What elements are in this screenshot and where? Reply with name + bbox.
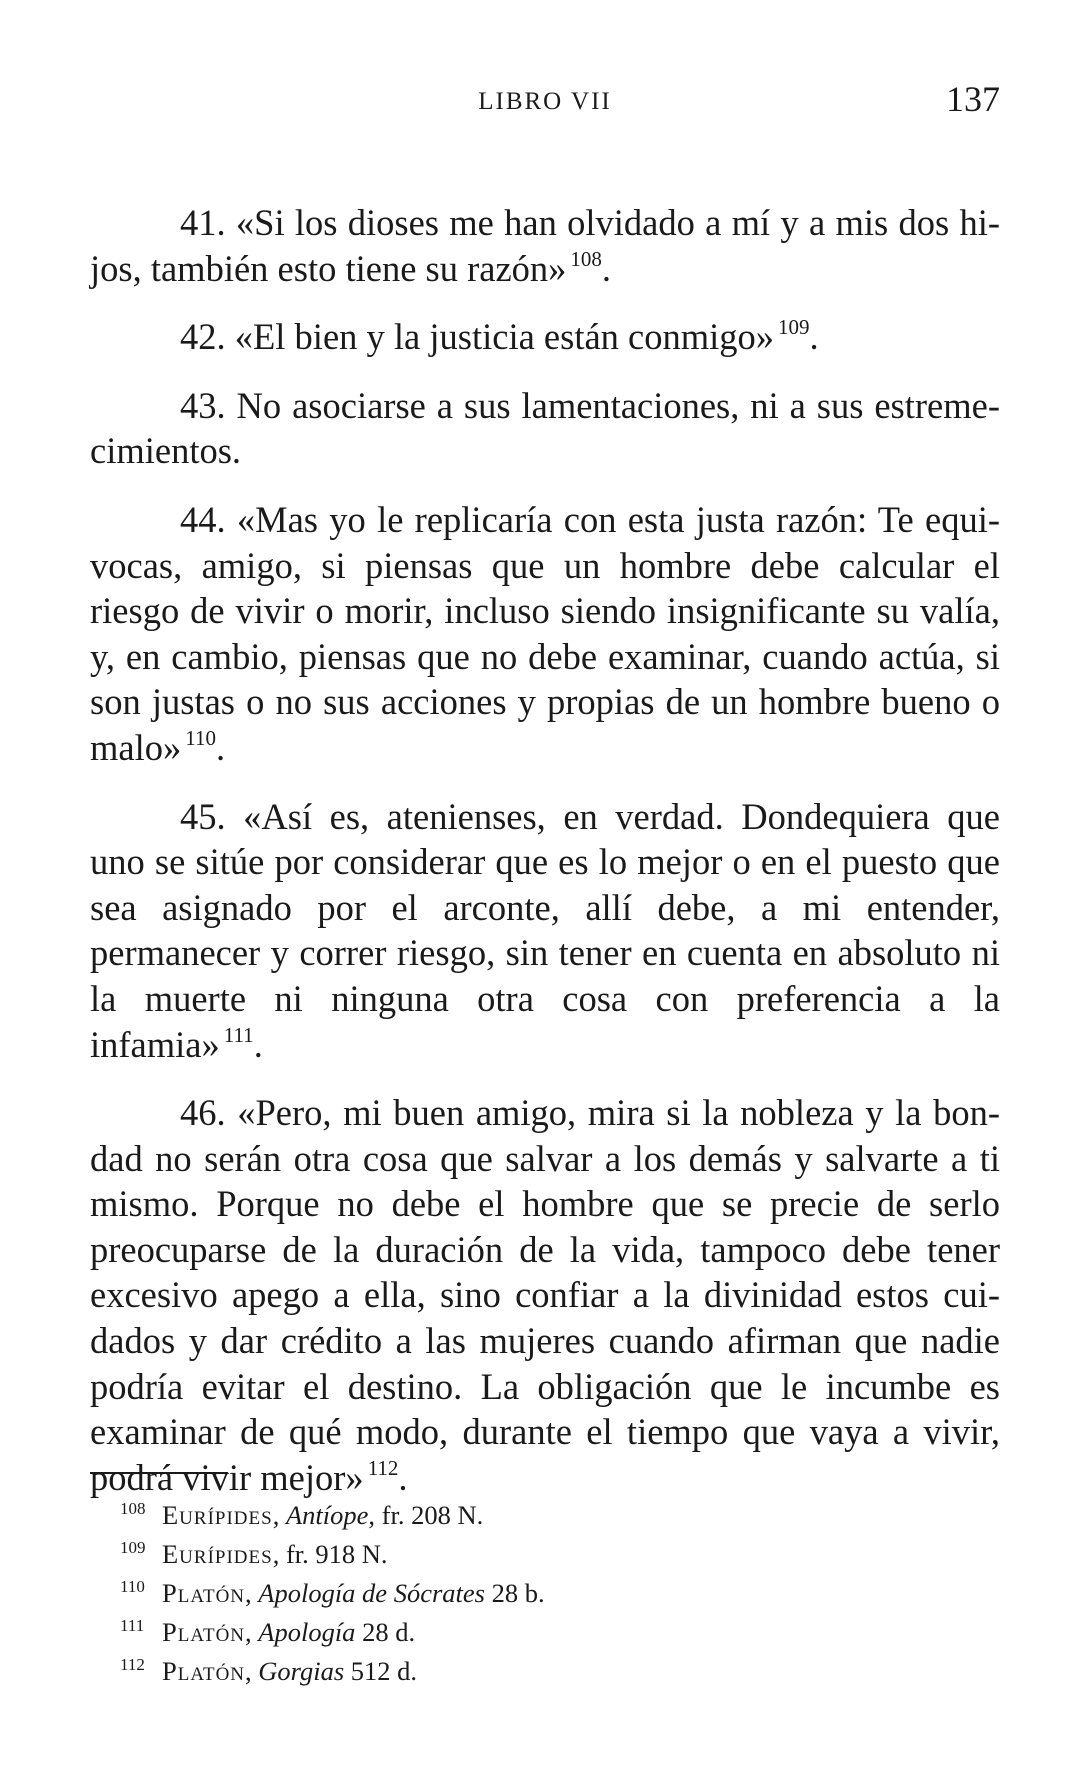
page-header [90,78,1000,124]
footnote-author: Eurípides [162,1500,273,1530]
paragraph-text: 45. «Así es, atenienses, en verdad. Dondequiera que uno se sitúe por considerar que es lo mejor o en el puesto que sea asignado por el arconte, allí debe, a mi entender, permanecer y correr riesgo, sin tener en cuenta en absoluto ni la muerte ni ninguna otra cosa con preferencia a la infamia» [90,795,1000,1065]
footnote-locus: , fr. 918 N. [272,1539,388,1569]
footnote-author: Platón [162,1617,246,1647]
paragraph-44: 44. «Mas yo le replicaría con esta justa razón: Te equivocas, amigo, si piensas que un hombre debe calcular el riesgo de vivir o morir, incluso siendo insignificante su valía, y, en cambio, piensas que no debe examinar, cuando actúa, si son justas o no sus acciones y propias de un hombre bueno o malo» $^{110}$. [90,498,1000,768]
footnote-111: $^{111}$ Platón, Apología 28 d. [120,1616,416,1647]
footnote-109: $^{109}$ Eurípides, fr. 918 N. [120,1538,388,1569]
paragraph-41: 41. «Si los dioses me han olvidado a mí y a mis dos hijos, también esto tiene su razón» $^{108}$. [90,202,1000,289]
footnote-separator [90,1472,228,1474]
paragraph-43 [90,383,1000,474]
paragraph-text: 44. «Mas yo le replicaría con esta justa razón: Te equivocas, amigo, si piensas que un hombre debe calcular el riesgo de vivir o morir, incluso siendo insignificante su valía, y, en cambio, piensas que no debe examinar, cuando actúa, si son justas o no sus acciones y propias de un hombre bueno o malo» [90,498,1000,768]
page-number: 137 [946,79,1000,119]
footnote-locus: , fr. 208 N. [368,1500,484,1530]
footnote-108: $^{108}$ Eurípides, Antíope, fr. 208 N. [120,1499,484,1530]
footnote-work: Apología [258,1617,356,1647]
footnote-author: Platón [162,1656,246,1686]
footnote-work: Antíope [285,1500,369,1530]
footnote-locus: 512 d. [344,1656,418,1686]
footnote-ref: 108 [570,246,602,271]
footnote-110: $^{110}$ Platón, Apología de Sócrates 28 b. [120,1577,545,1608]
footnotes [120,1496,1000,1691]
footnote-ref: 110 [185,725,216,750]
paragraph-text: 42. «El bien y la justicia están conmigo» [180,316,775,358]
footnote-locus: 28 d. [355,1617,416,1647]
body-text [90,200,1000,1500]
book-page [90,0,1000,1766]
paragraph-45: 45. «Así es, atenienses, en verdad. Dondequiera que uno se sitúe por considerar que es lo mejor o en el puesto que sea asignado por el arconte, allí debe, a mi entender, permanecer y correr riesgo, sin tener en cuenta en absoluto ni la muerte ni ninguna otra cosa con preferencia a la infamia» $^{111}$. [90,795,1000,1065]
running-title: LIBRO VII [478,88,612,115]
paragraph-42: 42. «El bien y la justicia están conmigo» $^{109}$. [180,315,819,358]
paragraph-text: 46. «Pero, mi buen amigo, mira si la nobleza y la bondad no serán otra cosa que salvar a los demás y salvarte a ti mismo. Porque no debe el hombre que se precie de serlo preocuparse de la duración de la vida, tampoco debe tener excesivo apego a ella, sino confiar a la divinidad estos cuidados y dar crédito a las mujeres cuando afirman que nadie podría evitar el destino. La obligación que le incumbe es examinar de qué modo, durante el tiempo que vaya a vivir, podrá vivir mejor» [90,1092,1000,1498]
footnote-112: $^{112}$ Platón, Gorgias 512 d. [120,1655,418,1686]
footnote-work: Gorgias [258,1656,345,1686]
footnote-work: Apología de Sócrates [258,1578,485,1608]
paragraph-text: 43. No asociarse a sus lamentaciones, ni a sus estremecimientos. [90,384,1000,472]
footnote-ref: 111 [223,1022,254,1047]
paragraph-46: 46. «Pero, mi buen amigo, mira si la nobleza y la bondad no serán otra cosa que salvar a los demás y salvarte a ti mismo. Porque no debe el hombre que se precie de serlo preocuparse de la duración de la vida, tampoco debe tener excesivo apego a ella, sino confiar a la divinidad estos cuidados y dar crédito a las mujeres cuando afirman que nadie podría evitar el destino. La obligación que le incumbe es examinar de qué modo, durante el tiempo que vaya a vivir, podrá vivir mejor» $^{112}$. [90,1092,1000,1498]
paragraph-text: 41. «Si los dioses me han olvidado a mí y a mis dos hijos, también esto tiene su razón» [90,202,1000,289]
footnote-author: Eurípides [162,1539,273,1569]
footnote-ref: 112 [367,1455,399,1480]
footnote-ref: 109 [778,315,810,340]
footnote-locus: 28 b. [484,1578,545,1608]
footnote-author: Platón [162,1578,246,1608]
